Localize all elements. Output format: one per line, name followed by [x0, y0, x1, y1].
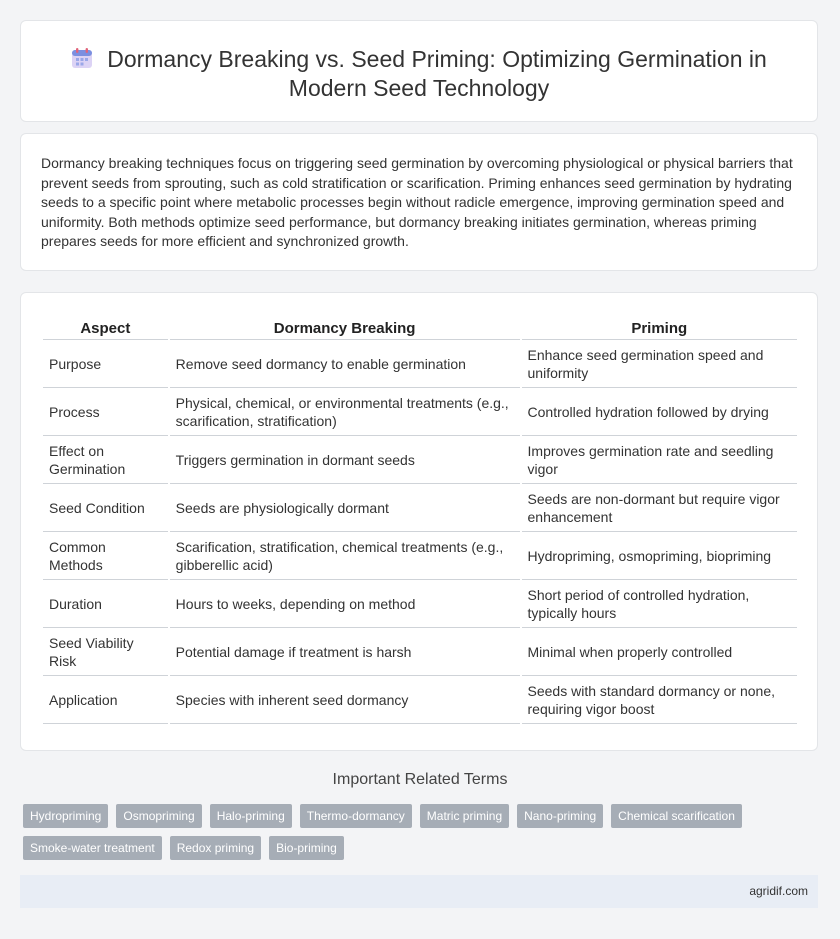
row-aspect: Effect on Germination: [43, 436, 168, 484]
tag-smoke-water-treatment[interactable]: Smoke-water treatment: [23, 836, 162, 860]
related-terms-tags: [23, 804, 803, 860]
row-dormancy-breaking: Triggers germination in dormant seeds: [170, 436, 520, 484]
row-aspect: Common Methods: [43, 532, 168, 580]
calendar-icon: [71, 47, 93, 69]
footer-site[interactable]: agridif.com: [749, 884, 808, 898]
row-priming: Improves germination rate and seedling vigor: [522, 436, 797, 484]
table-row: [43, 532, 797, 580]
row-dormancy-breaking: Scarification, stratification, chemical treatments (e.g., gibberellic acid): [170, 532, 520, 580]
row-dormancy-breaking: Species with inherent seed dormancy: [170, 676, 520, 724]
table-row: [43, 340, 797, 388]
row-dormancy-breaking: Remove seed dormancy to enable germination: [170, 340, 520, 388]
row-priming: Enhance seed germination speed and uniformity: [522, 340, 797, 388]
tag-matric-priming[interactable]: Matric priming: [420, 804, 509, 828]
table-row: [43, 436, 797, 484]
row-dormancy-breaking: Potential damage if treatment is harsh: [170, 628, 520, 676]
intro-card: [20, 133, 818, 271]
tag-thermo-dormancy[interactable]: Thermo-dormancy: [300, 804, 412, 828]
row-dormancy-breaking: Hours to weeks, depending on method: [170, 580, 520, 628]
table-row: [43, 484, 797, 532]
tag-bio-priming[interactable]: Bio-priming: [269, 836, 344, 860]
comparison-card: [20, 292, 818, 751]
row-priming: Seeds with standard dormancy or none, requiring vigor boost: [522, 676, 797, 724]
header-aspect: Aspect: [43, 313, 168, 340]
row-priming: Short period of controlled hydration, typically hours: [522, 580, 797, 628]
tag-halo-priming[interactable]: Halo-priming: [210, 804, 292, 828]
table-row: [43, 580, 797, 628]
row-aspect: Duration: [43, 580, 168, 628]
table-row: [43, 676, 797, 724]
row-priming: Minimal when properly controlled: [522, 628, 797, 676]
page-title: [21, 45, 817, 103]
title-card: [20, 20, 818, 122]
table-row: [43, 388, 797, 436]
tag-hydropriming[interactable]: Hydropriming: [23, 804, 108, 828]
tag-nano-priming[interactable]: Nano-priming: [517, 804, 603, 828]
tag-chemical-scarification[interactable]: Chemical scarification: [611, 804, 742, 828]
row-dormancy-breaking: Physical, chemical, or environmental treatments (e.g., scarification, stratification): [170, 388, 520, 436]
row-aspect: Process: [43, 388, 168, 436]
footer: [20, 875, 818, 908]
tag-osmopriming[interactable]: Osmopriming: [116, 804, 201, 828]
table-row: [43, 628, 797, 676]
row-aspect: Purpose: [43, 340, 168, 388]
row-priming: Controlled hydration followed by drying: [522, 388, 797, 436]
row-priming: Seeds are non-dormant but require vigor enhancement: [522, 484, 797, 532]
comparison-table: [41, 313, 799, 724]
row-dormancy-breaking: Seeds are physiologically dormant: [170, 484, 520, 532]
row-aspect: Seed Viability Risk: [43, 628, 168, 676]
row-priming: Hydropriming, osmopriming, biopriming: [522, 532, 797, 580]
tag-redox-priming[interactable]: Redox priming: [170, 836, 261, 860]
intro-paragraph: Dormancy breaking techniques focus on triggering seed germination by overcoming physiological or physical barriers that prevent seeds from sprouting, such as cold stratification or scarification. Priming enhances seed germination by hydrating seeds to a specific point where metabolic processes begin without radicle emergence, improving germination speed and uniformity. Both methods optimize seed performance, but dormancy breaking initiates germination, whereas priming prepares seeds for more efficient and synchronized growth.: [41, 155, 793, 250]
header-priming: Priming: [522, 313, 797, 340]
row-aspect: Seed Condition: [43, 484, 168, 532]
header-dormancy-breaking: Dormancy Breaking: [170, 313, 520, 340]
page-title-text: Dormancy Breaking vs. Seed Priming: Optimizing Germination in Modern Seed Technology: [107, 46, 767, 101]
row-aspect: Application: [43, 676, 168, 724]
related-terms-title: Important Related Terms: [332, 771, 508, 788]
table-header-row: [43, 313, 797, 340]
